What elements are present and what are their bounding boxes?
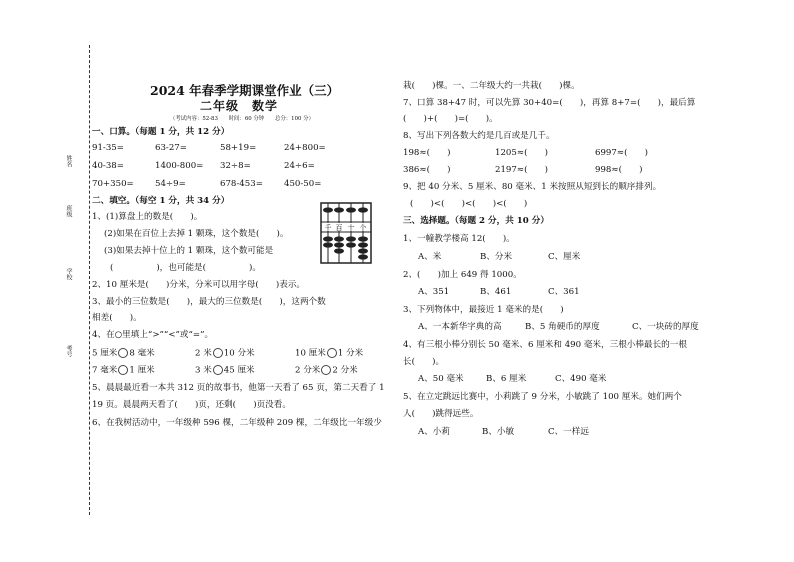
calc-item: 1400-800= [155,161,204,171]
question-4: 4、在○里填上“>”“<”或“=”。 [92,330,214,340]
option: C、一块砖的厚度 [632,322,699,332]
circle-blank-icon [321,365,331,375]
margin-label-name: 姓名 [65,155,72,167]
question-1-part-3: (3)如果去掉十位上的 1 颗珠，这个数可能是 [104,246,274,256]
question-3: 3、最小的三位数是( )，最大的三位数是( )，这两个数 [92,297,326,307]
compare-row-2c: 2 分米 2 分米 [295,365,358,376]
circle-blank-icon [327,348,337,358]
estimate-item: 1205≈( ) [495,148,548,158]
calc-item: 58+19= [220,143,257,153]
choice-5b: 人( )跳得远些。 [403,409,479,419]
question-5: 5、晨晨最近看一本共 312 页的故事书，他第一天看了 65 页，第二天看了 1 [92,383,385,393]
choice-3: 3、下列物体中，最接近 1 毫米的是( ) [403,305,564,315]
question-6: 6、在我树活动中，一年级种 596 棵，二年级种 209 棵，二年级比一年级少 [92,418,382,428]
option: A、50 毫米 [418,374,464,384]
question-7b: ( )+( )=( )。 [403,114,498,124]
question-8: 8、写出下列各数大约是几百或是几千。 [403,131,555,141]
question-7: 7、口算 38+47 时，可以先算 30+40=( )，再算 8+7=( )，最后算 [403,98,696,108]
section-1-heading: 一、口算。（每题 1 分，共 12 分） [92,127,230,137]
question-1: 1、(1)算盘上的数是( )。 [92,212,203,222]
option: C、一样远 [548,427,589,437]
option: A、一本新华字典的高 [418,322,502,332]
calc-item: 70+350= [92,179,134,189]
calc-item: 63-27= [155,143,187,153]
option: B、小敏 [482,427,515,437]
calc-item: 24÷6= [284,161,315,171]
circle-blank-icon [213,348,223,358]
question-1-part-3b: ( )，也可能是( )。 [110,263,261,273]
estimate-item: 2197≈( ) [495,165,548,175]
option: A、351 [418,287,450,297]
abacus-illustration [320,202,372,264]
circle-blank-icon [118,348,128,358]
option: C、361 [548,287,580,297]
choice-4b: 长( )。 [403,357,445,367]
calc-item: 450-50= [284,179,322,189]
margin-label-examno: 考号 [65,345,72,357]
compare-row-1c: 10 厘米 1 分米 [295,348,364,359]
option: C、厘米 [548,252,581,262]
question-3b: 相差( )。 [92,313,142,323]
choice-4: 4、有三根小棒分别长 50 毫米、6 厘米和 490 毫米，三根小棒最长的一根 [403,340,687,350]
option: A、小莉 [418,427,450,437]
margin-label-class: 班级 [65,205,72,217]
choice-1: 1、一幢教学楼高 12( )。 [403,234,515,244]
question-2: 2、10 厘米是( )分米，分米可以用字母( )表示。 [92,280,306,290]
calc-item: 91-35= [92,143,124,153]
circle-blank-icon [213,365,223,375]
option: B、5 角硬币的厚度 [525,322,600,332]
page-subtitle: 二年级 数学 [200,99,279,113]
abacus-label-hundreds: 百 [335,224,343,232]
binding-line [89,45,90,515]
option: B、461 [480,287,512,297]
margin-label-school: 学校 [65,268,72,280]
estimate-item: 198≈( ) [403,148,451,158]
estimate-item: 6997≈( ) [595,148,648,158]
choice-2: 2、( )加上 649 得 1000。 [403,270,522,280]
question-6-cont: 栽( )棵。一、二年级大约一共栽( )棵。 [403,81,580,91]
calc-item: 40-38= [92,161,124,171]
section-3-heading: 三、选择题。（每题 2 分，共 10 分） [403,216,549,226]
calc-item: 54÷9= [155,179,186,189]
compare-row-1: 5 厘米 8 毫米 [92,348,155,359]
estimate-item: 998≈( ) [595,165,643,175]
abacus-label-tens: 十 [347,224,355,232]
calc-item: 24+800= [284,143,326,153]
question-9b: ( )<( )<( )<( ) [410,199,528,209]
page-title: 2024 年春季学期课堂作业（三） [150,83,340,98]
circle-blank-icon [118,365,128,375]
option: B、分米 [480,252,513,262]
estimate-item: 386≈( ) [403,165,451,175]
choice-5: 5、在立定跳远比赛中，小莉跳了 9 分米，小敏跳了 100 厘米。她们两个 [403,392,682,402]
exam-meta: （考试内容：52-83 时间：60 分钟 总分：100 分） [170,116,314,122]
question-5b: 19 页。晨晨两天看了( )页，还剩( )页没看。 [92,400,291,410]
option: A、米 [418,252,442,262]
compare-row-1b: 2 米 10 分米 [195,348,255,359]
abacus-label-thousands: 千 [324,224,332,232]
question-1-part-2: (2)如果在百位上去掉 1 颗珠，这个数是( )。 [104,229,289,239]
calc-item: 678-453= [220,179,263,189]
compare-row-2b: 3 米 45 厘米 [195,365,255,376]
option: C、490 毫米 [555,374,607,384]
question-9: 9、把 40 分米、5 厘米、80 毫米、1 米按照从短到长的顺序排列。 [403,182,662,192]
calc-item: 32÷8= [220,161,251,171]
abacus-label-ones: 个 [359,224,367,232]
compare-row-2: 7 毫米 1 厘米 [92,365,155,376]
section-2-heading: 二、填空。（每空 1 分，共 34 分） [92,196,230,206]
option: B、6 厘米 [486,374,527,384]
